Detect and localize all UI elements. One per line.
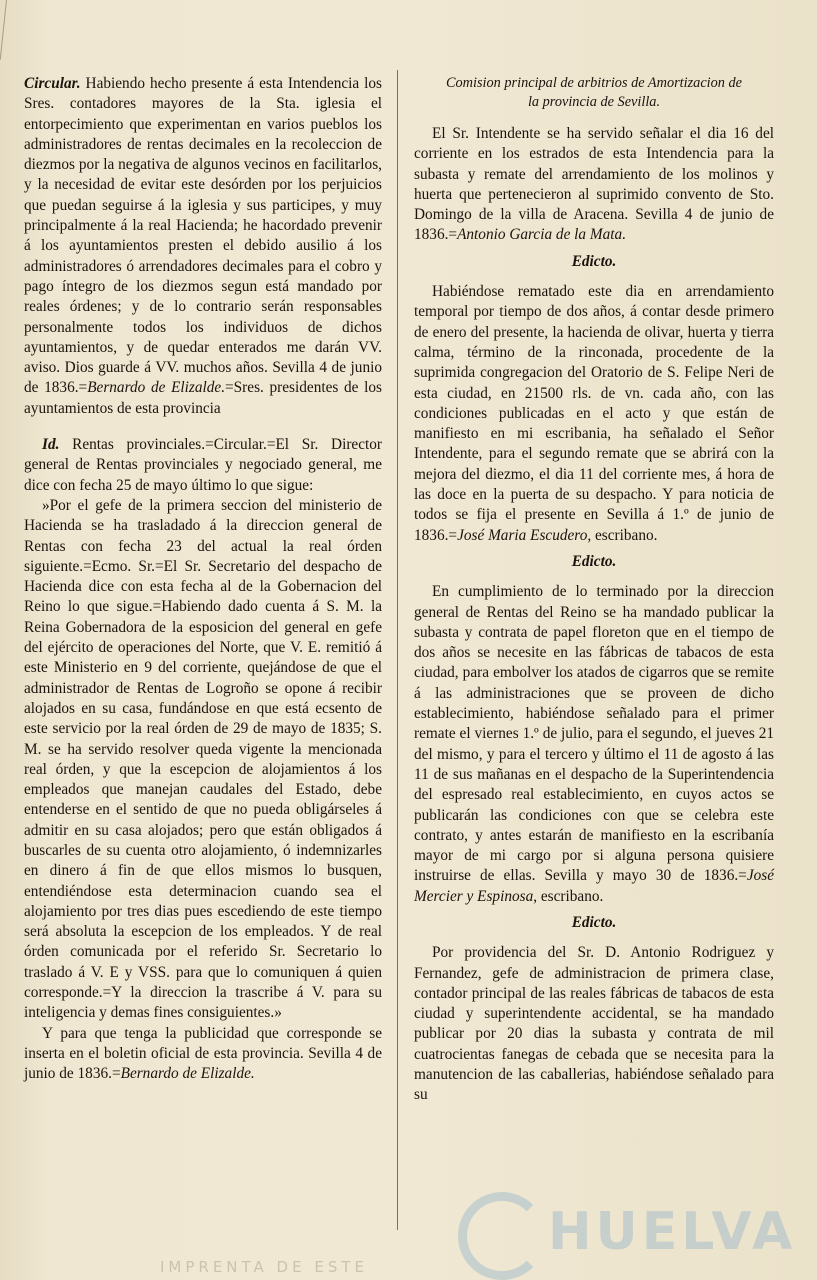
rentas-intro: Rentas provinciales. <box>72 436 206 454</box>
edicto-1-body: Habiéndose rematado este dia en arrendamiento temporal por tiempo de dos años, á contar desde primero de enero del presente, la hacienda de olivar, huerta y tierra calma, término de la rinconada, procedente de la suprimida congregacion del Oratorio de S. Felipe Neri de esta ciudad, en 21500 rls. de vn. cada año, con las condiciones publicadas en el acto y que están de manifiesto en mi escribania, ha señalado el Señor Intendente, para el segundo remate que se abrirá con la mejora del diezmo, el dia 11 del corriente mes, á hora de las doce en la puerta de su despacho. Y para noticia de todos se fija el presente en Sevilla á 1.º de junio de 1836. <box>414 283 774 544</box>
commission-heading <box>414 74 774 112</box>
rentas-quote-1: »Por el gefe de la primera seccion del ministerio de Hacienda se ha trasladado á la direccion general de Rentas con fecha 23 del actual la real órden siguiente. <box>24 496 382 575</box>
edicto-heading-2: Edicto. <box>571 552 617 570</box>
rentas-circular: Circular. <box>213 436 267 454</box>
commission-line-1: Comision principal de arbitrios de Amortizacion de <box>446 75 742 91</box>
rentas-closing-text: Y para que tenga la publicidad que corresponde se inserta en el boletin oficial de esta provincia. Sevilla 4 de junio de 1836. <box>24 1024 382 1083</box>
rentas-quote-4: Y la direccion la trascribe á V. para su inteligencia y demas fines consiguientes.» <box>24 984 382 1022</box>
right-column <box>414 74 774 1106</box>
circular-signature: Bernardo de Elizalde. <box>87 379 226 397</box>
circular-body: Habiendo hecho presente á esta Intendencia los Sres. contadores mayores de la Sta. iglesia el entorpecimiento que experimentan en varios pueblos los administradores de rentas decimales en la recoleccion de diezmos por la negativa de algunos vecinos en facilitarlos, y la necesidad de evitar este desórden por los perjuicios que puedan seguirse á la iglesia y sus participes, y muy principalmente á la real Hacienda; he hacordado prevenir á los ayuntamientos presten el debido ausilio á los administradores ó arrendadores decimales para el cobro y pago íntegro de los diezmos segun está mandado por reales órdenes; y de lo contrario serán responsables personalmente todos los individuos de dichos ayuntamientos, y de quedar enterados me darán VV. aviso. Dios guarde á VV. muchos años. Sevilla 4 de junio de 1836. <box>24 75 383 397</box>
circular-paragraph: Circular. Habiendo hecho presente á esta Intendencia los Sres. contadores mayores de la Sta. iglesia el entorpecimiento que experimentan en varios pueblos los administradores de rentas decimales en la recoleccion de diezmos por la negativa de algunos vecinos en facilitarlos, y la necesidad de evitar este desórden por los perjuicios que puedan seguirse á la iglesia y sus participes, y muy principalmente á la real Hacienda; he hacordado prevenir á los ayuntamientos presten el debido ausilio á los administradores ó arrendadores decimales para el cobro y pago íntegro de los diezmos segun está mandado por reales órdenes; y de lo contrario serán responsables personalmente todos los individuos de dichos ayuntamientos, y de quedar enterados me darán VV. aviso. Dios guarde á VV. muchos años. Sevilla 4 de junio de 1836.=Bernardo de Elizalde.=Sres. presidentes de los ayuntamientos de esta provincia <box>24 75 383 417</box>
watermark-ring-icon <box>458 1192 546 1280</box>
edicto-heading-3: Edicto. <box>571 913 617 931</box>
edicto-2-body: En cumplimiento de lo terminado por la direccion general de Rentas del Reino se ha mandado publicar la subasta y contrata de papel floreton que en el tiempo de dos años se necesite en las fábricas de tabacos de esta ciudad, para embolver los atados de cigarros que se remite á las administraciones que se proveen de dicho establecimiento, habiéndose señalado para el primer remate el viernes 1.º de julio, para el segundo, el jueves 21 del mismo, y para el tercero y último el 11 de agosto á las 11 de sus mañanas en el despacho de la Superintendencia del espresado real establecimiento, en cuyos actos se publicarán las condiciones con que se celebra este contrato, y antes estarán de manifiesto en la escribanía mayor de mi cargo por si alguna persona quisiere instruirse de ellas. Sevilla y mayo 30 de 1836. <box>414 583 774 885</box>
edicto-2-role: , escribano. <box>533 887 604 905</box>
edicto-2-paragraph: En cumplimiento de lo terminado por la direccion general de Rentas del Reino se ha mandado publicar la subasta y contrata de papel floreton que en el tiempo de dos años se necesite en las fábricas de tabacos de esta ciudad, para embolver los atados de cigarros que se remite á las administraciones que se proveen de dicho establecimiento, habiéndose señalado para el primer remate el viernes 1.º de julio, para el segundo, el jueves 21 del mismo, y para el tercero y último el 11 de agosto á las 11 de sus mañanas en el despacho de la Superintendencia del espresado real establecimiento, en cuyos actos se publicarán las condiciones con que se celebra este contrato, y antes estarán de manifiesto en la escribanía mayor de mi cargo por si alguna persona quisiere instruirse de ellas. Sevilla y mayo 30 de 1836.=José Mercier y Espinosa, escribano. <box>414 583 774 905</box>
edicto-1-paragraph: Habiéndose rematado este dia en arrendamiento temporal por tiempo de dos años, á contar desde primero de enero del presente, la hacienda de olivar, huerta y tierra calma, término de la rinconada, procedente de la suprimida congregacion del Oratorio de S. Felipe Neri de esta ciudad, en 21500 rls. de vn. cada año, con las condiciones publicadas en el acto y que están de manifiesto en mi escribania, ha señalado el Señor Intendente, para el segundo remate que se abrirá con la mejora del diezmo, el dia 11 del corriente mes, á hora de las doce en la puerta de su despacho. Y para noticia de todos se fija el presente en Sevilla á 1.º de junio de 1836.=José Maria Escudero, escribano. <box>414 283 774 544</box>
rentas-closing: Y para que tenga la publicidad que corresponde se inserta en el boletin oficial de esta provincia. Sevilla 4 de junio de 1836.=Bernardo de Elizalde. <box>24 1024 382 1083</box>
rentas-quote-2: El Sr. Secretario del despacho de Hacienda dice con esta fecha al de la Gobernacion del Reino lo que sigue. <box>24 557 382 616</box>
edicto-3-body: Por providencia del Sr. D. Antonio Rodriguez y Fernandez, gefe de administracion de primera clase, contador principal de las reales fábricas de tabacos de esta ciudad y superintendente accidental, se ha mandado publicar por 20 dias la subasta y contrata de mil cuatrocientas fanegas de cebada que se necesita para la manutencion de las caballerias, habiéndose señalado para su <box>414 944 774 1104</box>
intendente-paragraph: El Sr. Intendente se ha servido señalar el dia 16 del corriente en los estrados de esta Intendencia para la subasta y remate del arrendamiento de los molinos y huerta que pertenecieron al suprimido convento de Sto. Domingo de la villa de Aracena. Sevilla 4 de junio de 1836.=Antonio Garcia de la Mata. <box>414 125 774 244</box>
rentas-excmo: Ecmo. Sr. <box>91 557 156 575</box>
edicto-heading-1: Edicto. <box>571 252 617 270</box>
circular-closing: Sres. presidentes de los ayuntamientos de esta provincia <box>24 379 383 417</box>
intendente-signature: Antonio Garcia de la Mata. <box>457 226 627 244</box>
rentas-quote: »Por el gefe de la primera seccion del ministerio de Hacienda se ha trasladado á la direccion general de Rentas con fecha 23 del actual la real órden siguiente.=Ecmo. Sr.=El Sr. Secretario del despacho de Hacienda dice con esta fecha al de la Gobernacion del Reino lo que sigue.=Habiendo dado cuenta á S. M. la Reina Gobernadora de la esposicion del general en gefe del ejército de operaciones del Norte, que V. E. remitió á este Ministerio en 9 del corriente, quejándose de que el administrador de Rentas de Logroño se opone á recibir alojados en su casa, fundándose en que está ecsento de este servicio por la real órden de 29 de mayo de 1835; S. M. se ha servido resolver queda vigente la mencionada real órden, y que la escepcion de alojamientos á los empleados que manejan caudales del Estado, debe entenderse en el sentido de que no pueda obligárseles á admitir en su casa alojados; pero que están obligados á buscarles de su cuenta otro alojamiento, ó indemnizarles en dinero á fin de que ellos mismos lo busquen, entendiéndose esta determinacion cuando sea el alojamiento por tres dias pues escediendo de este tiempo será absoluta la escepcion de los empleados. Y de real órden comunicada por el referido Sr. Secretario lo traslado á V. E y VSS. para que lo comuniquen á quien corresponde.=Y la direccion la trascribe á V. para su inteligencia y demas fines consiguientes.» <box>24 496 382 1022</box>
rentas-body: El Sr. Director general de Rentas provinciales y negociado general, me dice con fecha 25 de mayo último lo que sigue: <box>24 436 382 494</box>
rentas-lead: Id. <box>42 436 60 454</box>
huelva-watermark <box>488 1198 797 1268</box>
column-divider <box>397 70 398 1230</box>
left-column <box>24 74 382 1085</box>
intendente-body: El Sr. Intendente se ha servido señalar el dia 16 del corriente en los estrados de esta Intendencia para la subasta y remate del arrendamiento de los molinos y huerta que pertenecieron al suprimido convento de Sto. Domingo de la villa de Aracena. Sevilla 4 de junio de 1836. <box>414 125 774 244</box>
watermark-text: HUELVA <box>548 1202 797 1262</box>
rentas-signature: Bernardo de Elizalde. <box>120 1065 255 1083</box>
page-edge-mark <box>0 0 7 60</box>
edicto-1-signature: José Maria Escudero, <box>457 526 592 544</box>
circular-lead: Circular. <box>24 75 81 92</box>
edicto-1-role: escribano. <box>595 526 658 544</box>
imprint-footer: IMPRENTA DE ESTE <box>160 1258 368 1276</box>
edicto-2-signature: José Mercier y Espinosa <box>414 867 774 905</box>
commission-line-2: la provincia de Sevilla. <box>527 94 661 110</box>
rentas-quote-3: Habiendo dado cuenta á S. M. la Reina Gobernadora de la esposicion del general en gefe del ejército de operaciones del Norte, que V. E. remitió á este Ministerio en 9 del corriente, quejándose de que el administrador de Rentas de Logroño se opone á recibir alojados en su casa, fundándose en que está ecsento de este servicio por la real órden de 29 de mayo de 1835; S. M. se ha servido resolver queda vigente la mencionada real órden, y que la escepcion de alojamientos á los empleados que manejan caudales del Estado, debe entenderse en el sentido de que no pueda obligárseles á admitir en su casa alojados; pero que están obligados á buscarles de su cuenta otro alojamiento, ó indemnizarles en dinero á fin de que ellos mismos lo busquen, entendiéndose esta determinacion cuando sea el alojamiento por tres dias pues escediendo de este tiempo será absoluta la escepcion de los empleados. Y de real órden comunicada por el referido Sr. Secretario lo traslado á V. E y VSS. para que lo comuniquen á quien corresponde. <box>24 598 382 1002</box>
edicto-3-paragraph <box>414 943 774 1105</box>
rentas-paragraph: Id. Rentas provinciales.=Circular.=El Sr. Director general de Rentas provinciales y negociado general, me dice con fecha 25 de mayo último lo que sigue: <box>24 436 382 494</box>
